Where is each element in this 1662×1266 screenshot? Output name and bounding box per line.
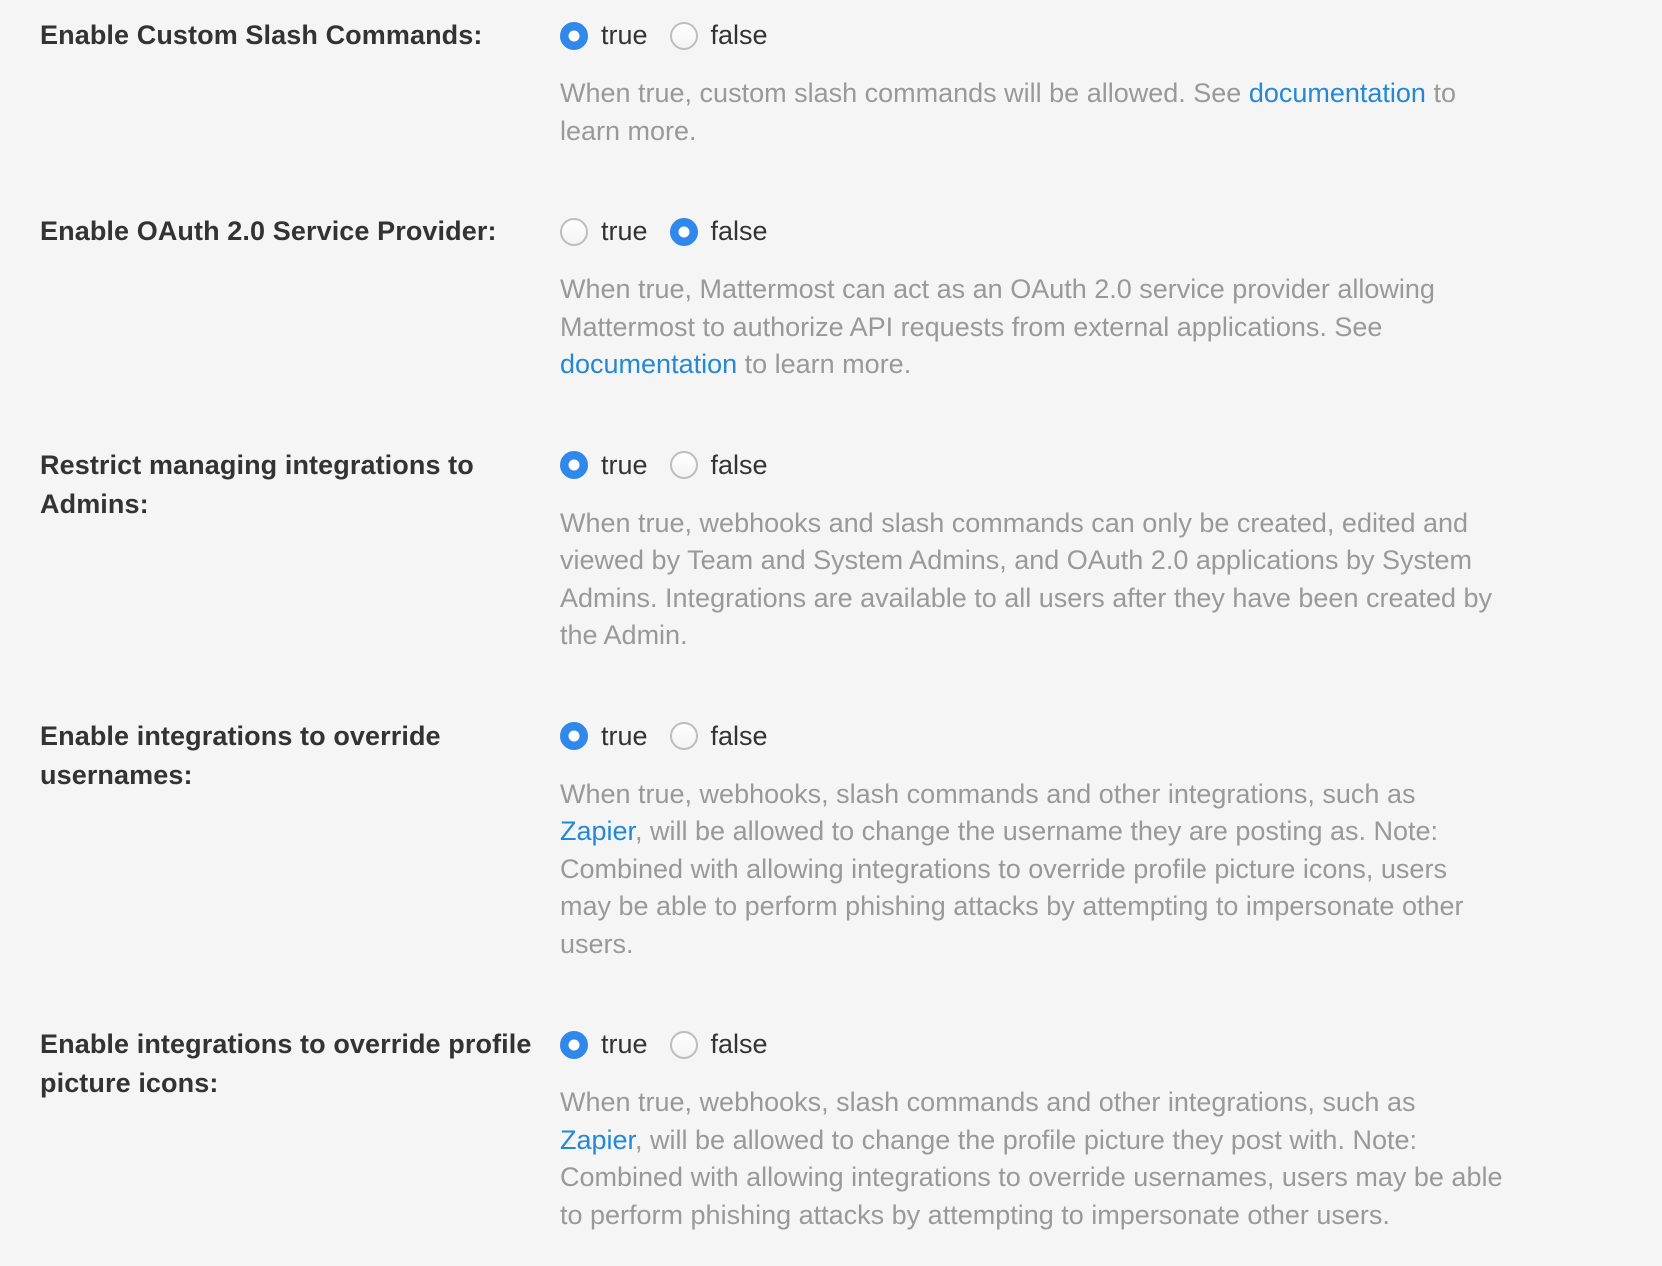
setting-control	[560, 16, 1505, 150]
integrations-settings-list	[40, 16, 1662, 1234]
radio-group	[560, 446, 1505, 485]
radio-option-false[interactable]	[670, 721, 768, 752]
radio-true-label: true	[601, 449, 648, 480]
radio-false-icon[interactable]	[670, 451, 698, 479]
radio-true-label: true	[601, 1029, 648, 1059]
setting-label: Restrict managing integrations to Admins:	[40, 449, 474, 519]
radio-group	[560, 1025, 1505, 1064]
setting-row	[40, 212, 1662, 384]
radio-true-label: true	[601, 20, 648, 50]
help-text-segment: to learn more.	[560, 78, 1456, 146]
help-text-segment: When true, custom slash commands will be allowed. See	[560, 78, 1249, 108]
help-text-segment: When true, Mattermost can act as an OAuth 2.0 service provider allowing Mattermost to authorize API requests from external applications. See	[560, 274, 1435, 342]
setting-row	[40, 446, 1662, 655]
radio-true-label: true	[601, 216, 648, 246]
setting-help-text	[560, 1084, 1505, 1234]
setting-label: Enable OAuth 2.0 Service Provider:	[40, 216, 497, 246]
radio-option-true[interactable]	[560, 1029, 648, 1060]
setting-help-text	[560, 776, 1505, 964]
setting-help-text	[560, 505, 1505, 655]
help-text-segment: When true, webhooks, slash commands and other integrations, such as	[560, 1087, 1416, 1117]
radio-true-icon[interactable]	[560, 22, 588, 50]
radio-true-label: true	[601, 720, 648, 751]
help-text-segment: , will be allowed to change the profile picture they post with. Note: Combined with allowing integrations to override usernames, users may be able to perform phishing attacks by attempting to impersonate other users.	[560, 1124, 1503, 1230]
radio-false-label: false	[710, 20, 768, 50]
zapier-link[interactable]: Zapier	[560, 1124, 636, 1155]
radio-option-true[interactable]	[560, 450, 648, 481]
setting-row	[40, 1025, 1662, 1234]
radio-option-false[interactable]	[670, 20, 768, 51]
radio-group	[560, 717, 1505, 756]
radio-false-label: false	[710, 216, 768, 246]
setting-row	[40, 16, 1662, 150]
radio-false-label: false	[710, 449, 768, 480]
setting-control	[560, 446, 1505, 655]
help-text-segment: When true, webhooks and slash commands can only be created, edited and viewed by Team and System Admins, and OAuth 2.0 applications by System Admins. Integrations are available to all users after they have been created by the Admin.	[560, 507, 1493, 650]
radio-option-false[interactable]	[670, 216, 768, 247]
radio-false-icon[interactable]	[670, 1031, 698, 1059]
setting-help-text	[560, 75, 1505, 150]
radio-option-true[interactable]	[560, 20, 648, 51]
setting-control	[560, 717, 1505, 964]
documentation-link[interactable]: documentation	[560, 349, 738, 379]
zapier-link[interactable]: Zapier	[560, 816, 636, 846]
radio-option-true[interactable]	[560, 721, 648, 752]
radio-true-icon[interactable]	[560, 1031, 588, 1059]
help-text-segment: When true, webhooks, slash commands and other integrations, such as	[560, 778, 1416, 809]
radio-true-icon[interactable]	[560, 451, 588, 479]
radio-false-icon[interactable]	[670, 722, 698, 750]
setting-row	[40, 717, 1662, 964]
setting-label: Enable integrations to override profile picture icons:	[40, 1029, 532, 1098]
radio-false-label: false	[710, 1029, 768, 1059]
radio-group	[560, 212, 1505, 251]
setting-help-text	[560, 271, 1505, 384]
radio-option-true[interactable]	[560, 216, 648, 247]
radio-true-icon[interactable]	[560, 722, 588, 750]
radio-false-icon[interactable]	[670, 22, 698, 50]
radio-option-false[interactable]	[670, 450, 768, 481]
radio-option-false[interactable]	[670, 1029, 768, 1060]
setting-control	[560, 1025, 1505, 1234]
setting-control	[560, 212, 1505, 384]
help-text-segment: , will be allowed to change the username they are posting as. Note: Combined with allowing integrations to override profile picture icons, users may be able to perform phishing attacks by attempting to impersonate other users.	[560, 816, 1464, 959]
setting-label: Enable integrations to override usernames:	[40, 720, 441, 790]
help-text-segment: to learn more.	[737, 349, 912, 379]
radio-true-icon[interactable]	[560, 218, 588, 246]
radio-false-label: false	[710, 720, 768, 751]
documentation-link[interactable]: documentation	[1248, 78, 1426, 108]
setting-label: Enable Custom Slash Commands:	[40, 20, 483, 50]
radio-group	[560, 16, 1505, 55]
radio-false-icon[interactable]	[670, 218, 698, 246]
